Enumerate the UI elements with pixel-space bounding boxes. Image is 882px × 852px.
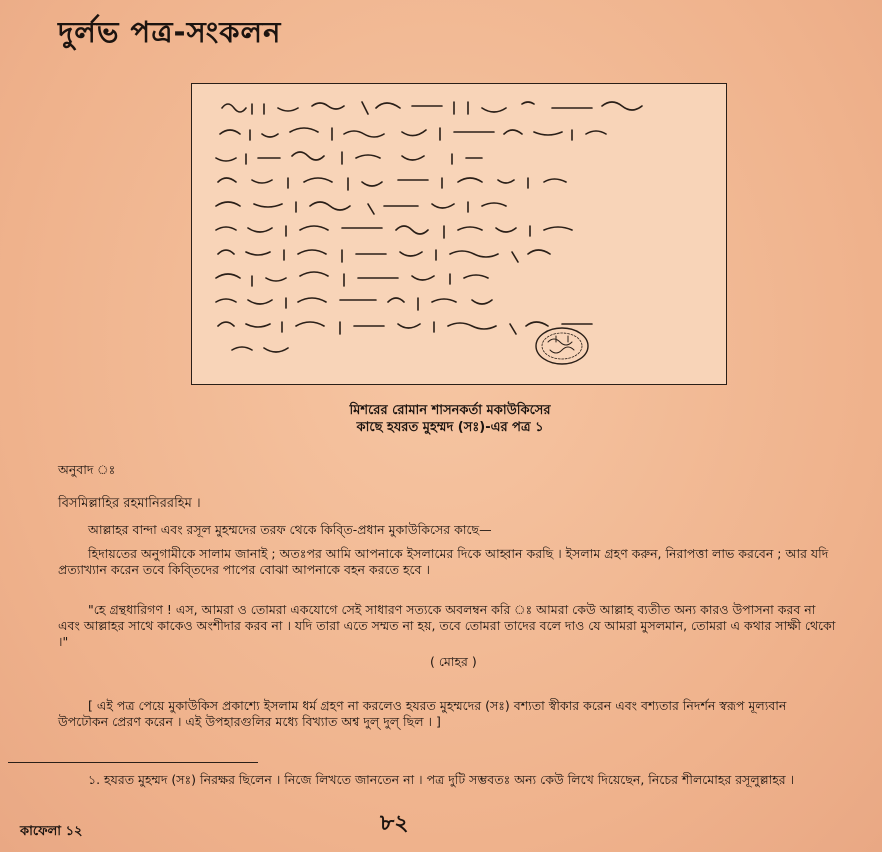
image-caption — [200, 402, 700, 436]
page-heading: দুর্লভ পত্র-সংকলন — [58, 15, 282, 49]
footnote: ১. হযরত মুহম্মদ (সঃ) নিরক্ষর ছিলেন । নিজে লিখতে জানতেন না । পত্র দুটি সম্ভবতঃ অন্য কেউ লিখে দিয়েছেন, নিচের শীলমোহর রসূলুল্লাহর । — [88, 772, 795, 787]
caption-line-1: মিশরের রোমান শাসনকর্তা মকাউকিসের — [349, 403, 551, 418]
manuscript-script-drawing — [192, 84, 726, 384]
manuscript-letter-image — [191, 83, 727, 385]
translation-para-1: আল্লাহর বান্দা এবং রসূল মুহম্মদের তরফ থেকে কিব্তি-প্রধান মুকাউকিসের কাছে— — [88, 522, 492, 537]
translation-para-2: হিদায়তের অনুগামীকে সালাম জানাই ; অতঃপর আমি আপনাকে ইসলামের দিকে আহ্বান করছি । ইসলাম গ্রহণ করুন, নিরাপত্তা লাভ করবেন ; আর যদি প্রত্যাখ্যান করেন তবে কিব্তিদের পাপের বোঝা আপনাকে বহন করতে হবে । — [58, 546, 829, 577]
bismillah-line: বিসমিল্লাহির রহমানিররহিম । — [58, 496, 201, 511]
translation-label: অনুবাদ ঃ — [58, 462, 116, 477]
caption-line-2: কাছে হযরত মুহম্মদ (সঃ)-এর পত্র ১ — [356, 420, 544, 435]
translation-para-3: "হে গ্রন্থধারিগণ ! এস, আমরা ও তোমরা একযোগে সেই সাধারণ সত্যকে অবলম্বন করি ঃ আমরা কেউ আল্লাহ ব্যতীত অন্য কারও উপাসনা করব না এবং আল্লাহর সাথে কাকেও অংশীদার করব না । যদি তারা এতে সম্মত না হয়, তবে তোমরা তাদের বলে দাও যে আমরা মুসলমান, তোমরা এ কথার সাক্ষী থেকো ।" — [58, 602, 836, 649]
seal-note: ( মোহর ) — [430, 654, 477, 669]
footnote-divider — [8, 762, 258, 763]
magazine-footer: কাফেলা ১২ — [20, 824, 83, 839]
page-number: ৮২ — [380, 811, 409, 836]
bracket-note: [ এই পত্র পেয়ে মুকাউকিস প্রকাশ্যে ইসলাম ধর্ম গ্রহণ না করলেও হযরত মুহম্মদের (সঃ) বশ্যতা স্বীকার করেন এবং বশ্যতার নিদর্শন স্বরূপ মূল্যবান উপঢৌকন প্রেরণ করেন । এই উপহারগুলির মধ্যে বিখ্যাত অশ্ব দুল্ দুল্ ছিল । ] — [58, 698, 787, 729]
seal-icon — [536, 328, 588, 364]
